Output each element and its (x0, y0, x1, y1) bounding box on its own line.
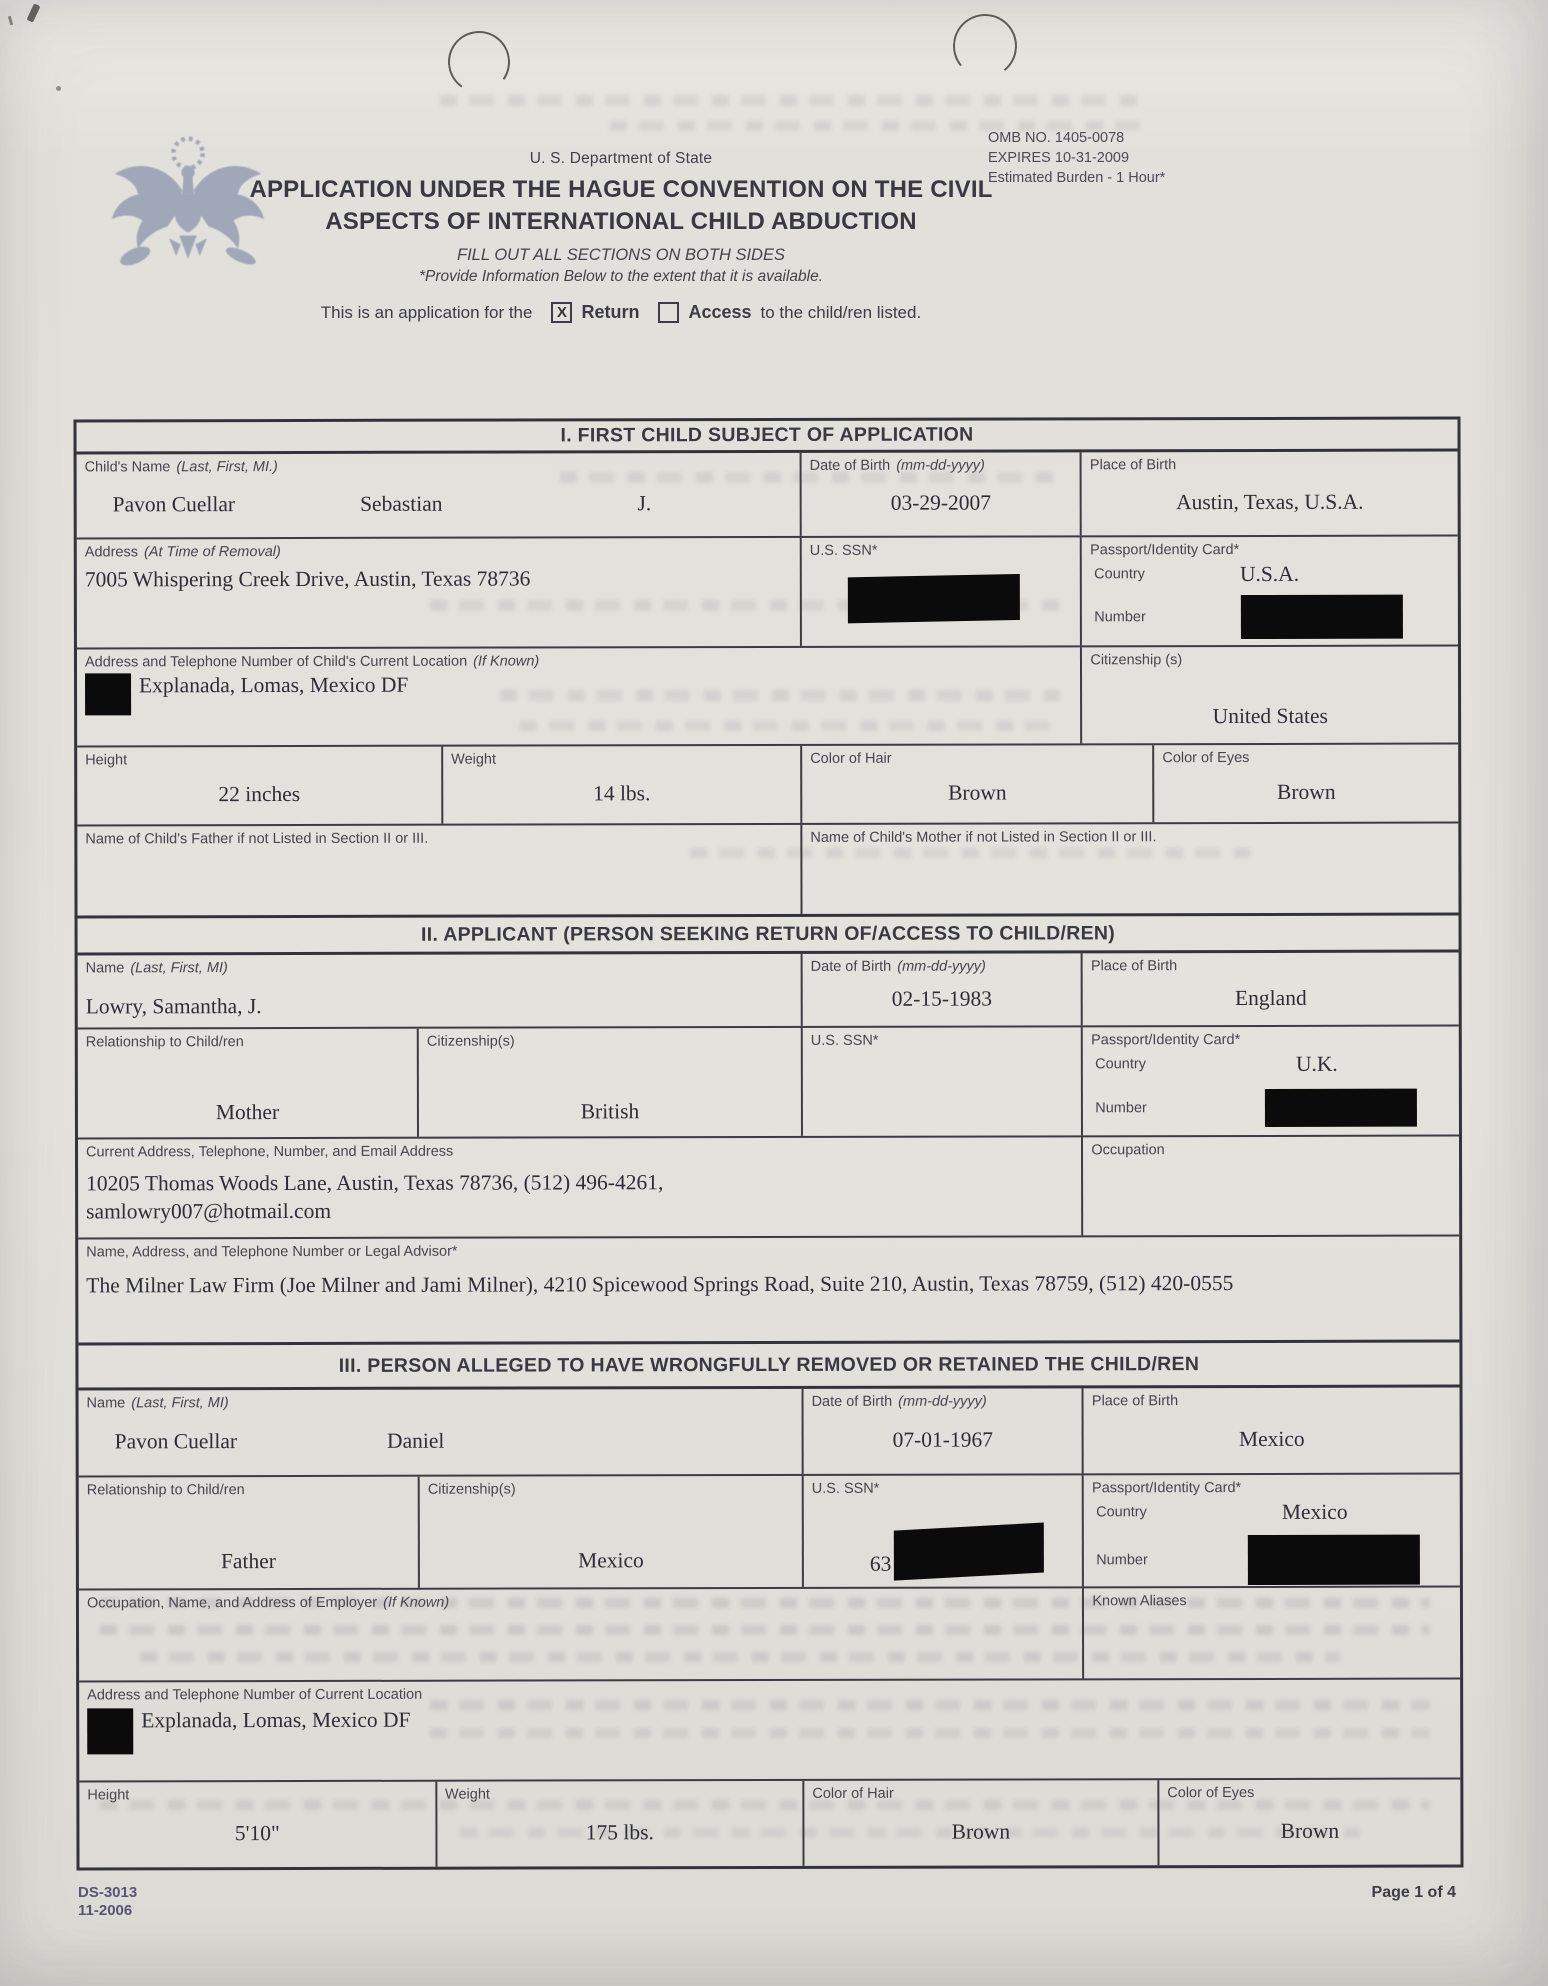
child-name-mi: J. (637, 491, 652, 516)
pob-label: Place of Birth (1091, 1393, 1179, 1410)
taking-parent-passport-country: Mexico (1281, 1499, 1348, 1524)
form-revision: 11-2006 (78, 1902, 133, 1919)
table-row (78, 953, 1459, 1028)
current-location-label: Address and Telephone Number of Child's Current Location (84, 653, 468, 671)
dob-hint: (mm-dd-yyyy) (897, 958, 986, 975)
address-label: Address (84, 544, 138, 561)
application-suffix: to the child/ren listed. (760, 302, 922, 322)
current-address-label: Current Address, Telephone, Number, and Email Address (86, 1143, 454, 1161)
section3-title: III. PERSON ALLEGED TO HAVE WRONGFULLY REMOVED OR RETAINED THE CHILD/REN (338, 1352, 1200, 1377)
table-row (79, 1678, 1460, 1781)
application-prefix: This is an application for the (320, 302, 533, 322)
name-label: Name (86, 1395, 126, 1412)
scan-speck (56, 86, 61, 91)
form-number: DS-3013 (78, 1884, 138, 1901)
field-taking-parent-name (79, 1389, 804, 1476)
child-name-first: Sebastian (360, 491, 443, 516)
field-applicant-address (78, 1137, 1084, 1237)
field-mother-name (802, 824, 1458, 914)
child-name-hint: (Last, First, MI.) (176, 459, 278, 476)
field-child-dob (802, 452, 1083, 536)
taking-parent-height-value: 5'10" (234, 1821, 280, 1846)
child-weight-value: 14 lbs. (593, 781, 651, 806)
field-taking-parent-ssn (804, 1475, 1085, 1587)
fill-instruction: FILL OUT ALL SECTIONS ON BOTH SIDES (457, 246, 785, 264)
table-row (78, 1135, 1459, 1238)
field-child-passport (1082, 537, 1458, 646)
taking-parent-eyes-value: Brown (1280, 1818, 1340, 1843)
citizenship-label: Citizenship(s) (427, 1481, 516, 1498)
hair-label: Color of Hair (810, 750, 892, 767)
dob-hint: (mm-dd-yyyy) (898, 1393, 987, 1410)
section3-header (78, 1340, 1459, 1391)
access-label: Access (688, 302, 752, 322)
child-eyes-value: Brown (1277, 779, 1336, 804)
scan-speck (8, 16, 13, 25)
dob-label: Date of Birth (809, 457, 891, 474)
country-label: Country (1096, 1504, 1147, 1521)
eyes-label: Color of Eyes (1162, 749, 1250, 767)
table-row (77, 822, 1458, 916)
taking-parent-weight-value: 175 lbs. (585, 1820, 654, 1845)
country-label: Country (1095, 1056, 1146, 1073)
applicant-address-line2: samlowry007@hotmail.com (86, 1198, 332, 1224)
passport-label: Passport/Identity Card* (1090, 542, 1240, 559)
redaction-box (87, 1708, 133, 1754)
section2-header (78, 913, 1459, 956)
page-number: Page 1 of 4 (1371, 1884, 1456, 1901)
weight-label: Weight (451, 751, 497, 768)
child-height-value: 22 inches (218, 781, 301, 807)
ssn-label: U.S. SSN* (811, 1480, 880, 1497)
applicant-citizenship-value: British (580, 1099, 640, 1124)
section1-header (76, 420, 1457, 455)
omb-expires: EXPIRES 10-31-2009 (988, 150, 1130, 166)
applicant-passport-country: U.K. (1295, 1051, 1338, 1076)
weight-label: Weight (445, 1786, 490, 1803)
table-row (78, 1235, 1459, 1343)
table-row (78, 1025, 1459, 1138)
field-child-address (77, 538, 802, 648)
field-applicant-ssn (803, 1027, 1084, 1136)
passport-label: Passport/Identity Card* (1091, 1032, 1241, 1049)
field-applicant-name (78, 954, 803, 1028)
ssn-label: U.S. SSN* (809, 542, 878, 559)
agency-name: U. S. Department of State (529, 150, 713, 167)
field-child-pob (1082, 452, 1458, 536)
return-checkbox[interactable] (551, 302, 572, 323)
checkbox-x-mark: X (556, 304, 567, 321)
table-row (79, 1586, 1460, 1681)
field-legal-advisor (78, 1237, 1459, 1343)
child-citizenship-value: United States (1212, 703, 1328, 729)
hair-label: Color of Hair (812, 1785, 894, 1802)
table-row (77, 535, 1458, 648)
field-child-hair (802, 745, 1154, 823)
number-label: Number (1095, 1099, 1147, 1116)
applicant-pob-value: England (1234, 985, 1307, 1010)
omb-number: OMB NO. 1405-0078 (988, 130, 1125, 146)
table-row (77, 645, 1458, 746)
name-label: Name (85, 960, 125, 977)
omb-burden: Estimated Burden - 1 Hour* (988, 170, 1166, 186)
legal-advisor-label: Name, Address, and Telephone Number or Legal Advisor* (86, 1243, 458, 1261)
redaction-box (1241, 595, 1403, 639)
punch-hole-icon (443, 26, 515, 98)
field-employer (79, 1588, 1085, 1680)
number-label: Number (1094, 608, 1146, 625)
form-title-line1: APPLICATION UNDER THE HAGUE CONVENTION ON THE CIVIL (249, 176, 993, 203)
form-number-block (78, 1884, 137, 1920)
taking-parent-name-last: Pavon Cuellar (114, 1429, 238, 1454)
form-title-line2: ASPECTS OF INTERNATIONAL CHILD ABDUCTION (325, 208, 917, 235)
relationship-label: Relationship to Child/ren (85, 1034, 244, 1051)
height-label: Height (87, 1787, 130, 1804)
redaction-box (893, 1522, 1043, 1580)
field-child-eyes (1154, 745, 1458, 823)
number-label: Number (1096, 1551, 1148, 1568)
table-row (79, 1388, 1460, 1476)
field-applicant-pob (1083, 953, 1459, 1026)
dob-label: Date of Birth (810, 958, 892, 975)
table-row (77, 743, 1458, 825)
table-row (79, 1473, 1460, 1589)
child-dob-value: 03-29-2007 (890, 490, 992, 515)
field-taking-parent-eyes (1159, 1780, 1460, 1866)
field-child-current-location (77, 647, 1083, 745)
redaction-box (848, 574, 1020, 623)
form-header (90, 150, 1152, 323)
field-child-height (77, 747, 443, 825)
child-address-value: 7005 Whispering Creek Drive, Austin, Texas 78736 (84, 566, 531, 592)
field-taking-parent-citizenship (420, 1476, 804, 1588)
relationship-label: Relationship to Child/ren (86, 1482, 245, 1499)
citizenship-label: Citizenship (s) (1090, 652, 1183, 669)
taking-parent-hair-value: Brown (951, 1819, 1011, 1844)
legal-advisor-value: The Milner Law Firm (Joe Milner and Jami Milner), 4210 Spicewood Springs Road, Suite 210, Austin, Texas 78759, (512) 420-0555 (86, 1271, 1234, 1298)
employer-hint: (If Known) (383, 1594, 450, 1611)
taking-parent-pob-value: Mexico (1238, 1426, 1305, 1452)
employer-label: Occupation, Name, and Address of Employer (86, 1594, 378, 1612)
field-taking-parent-pob (1084, 1388, 1460, 1474)
taking-parent-name-first: Daniel (387, 1428, 445, 1453)
dob-label: Date of Birth (811, 1393, 893, 1410)
applicant-address-line1: 10205 Thomas Woods Lane, Austin, Texas 78736, (512) 496-4261, (86, 1170, 664, 1196)
field-child-name (77, 453, 802, 538)
return-label: Return (581, 302, 640, 322)
applicant-name-value: Lowry, Samantha, J. (85, 994, 262, 1019)
redaction-box (85, 673, 131, 715)
taking-parent-citizenship-value: Mexico (578, 1548, 644, 1573)
field-taking-parent-dob (804, 1388, 1085, 1474)
name-hint: (Last, First, MI) (131, 1395, 229, 1412)
child-hair-value: Brown (948, 780, 1007, 805)
scan-speck (27, 3, 41, 22)
passport-label: Passport/Identity Card* (1092, 1480, 1242, 1497)
field-known-aliases (1084, 1588, 1460, 1679)
punch-hole-icon (950, 11, 1020, 81)
taking-parent-dob-value: 07-01-1967 (892, 1427, 993, 1452)
known-aliases-label: Known Aliases (1092, 1593, 1187, 1610)
field-child-weight (443, 746, 802, 824)
occupation-label: Occupation (1091, 1142, 1165, 1159)
child-name-label: Child's Name (84, 459, 171, 476)
taking-parent-ssn-visible: 63 (869, 1551, 892, 1576)
section2-title: II. APPLICANT (PERSON SEEKING RETURN OF/ACCESS TO CHILD/REN) (421, 921, 1116, 946)
pob-label: Place of Birth (1089, 457, 1177, 474)
ssn-label: U.S. SSN* (810, 1032, 879, 1049)
field-taking-parent-location (79, 1680, 1460, 1781)
name-hint: (Last, First, MI) (130, 960, 228, 977)
field-taking-parent-weight (437, 1781, 805, 1867)
field-taking-parent-relationship (79, 1477, 420, 1589)
country-label: Country (1094, 566, 1145, 583)
field-taking-parent-height (79, 1782, 437, 1868)
field-applicant-relationship (78, 1029, 419, 1138)
current-location-hint: (If Known) (473, 653, 540, 670)
child-current-location-value: Explanada, Lomas, Mexico DF (139, 672, 409, 698)
table-row (77, 452, 1458, 538)
child-name-last: Pavon Cuellar (112, 492, 236, 517)
applicant-dob-value: 02-15-1983 (891, 986, 993, 1011)
current-location-label: Address and Telephone Number of Current Location (87, 1686, 423, 1704)
field-applicant-occupation (1083, 1137, 1459, 1236)
pob-label: Place of Birth (1090, 958, 1178, 975)
form-table (73, 417, 1463, 1871)
table-row (79, 1778, 1460, 1868)
address-hint: (At Time of Removal) (143, 544, 281, 561)
field-taking-parent-hair (804, 1780, 1159, 1866)
redaction-box (1265, 1089, 1417, 1127)
field-father-name (77, 825, 802, 916)
application-type-line (90, 302, 1152, 323)
provide-instruction: *Provide Information Below to the extent that it is available. (418, 268, 824, 285)
taking-parent-relationship-value: Father (220, 1549, 276, 1574)
child-passport-country: U.S.A. (1239, 561, 1300, 587)
dob-hint: (mm-dd-yyyy) (896, 457, 985, 474)
field-taking-parent-passport (1084, 1475, 1460, 1587)
field-child-ssn (802, 537, 1083, 646)
field-applicant-citizenship (419, 1028, 803, 1137)
applicant-relationship-value: Mother (215, 1100, 280, 1125)
citizenship-label: Citizenship(s) (426, 1033, 515, 1050)
mother-label: Name of Child's Mother if not Listed in Section II or III. (810, 829, 1157, 846)
redaction-box (1248, 1535, 1420, 1585)
access-checkbox[interactable] (658, 302, 679, 323)
child-pob-value: Austin, Texas, U.S.A. (1176, 489, 1364, 515)
taking-parent-location-value: Explanada, Lomas, Mexico DF (141, 1707, 411, 1733)
field-applicant-passport (1083, 1027, 1459, 1136)
eyes-label: Color of Eyes (1167, 1784, 1255, 1802)
father-label: Name of Child's Father if not Listed in Section II or III. (85, 830, 429, 848)
field-child-citizenship (1082, 647, 1458, 744)
field-applicant-dob (803, 953, 1083, 1026)
section1-title: I. FIRST CHILD SUBJECT OF APPLICATION (560, 423, 974, 447)
height-label: Height (85, 752, 128, 769)
